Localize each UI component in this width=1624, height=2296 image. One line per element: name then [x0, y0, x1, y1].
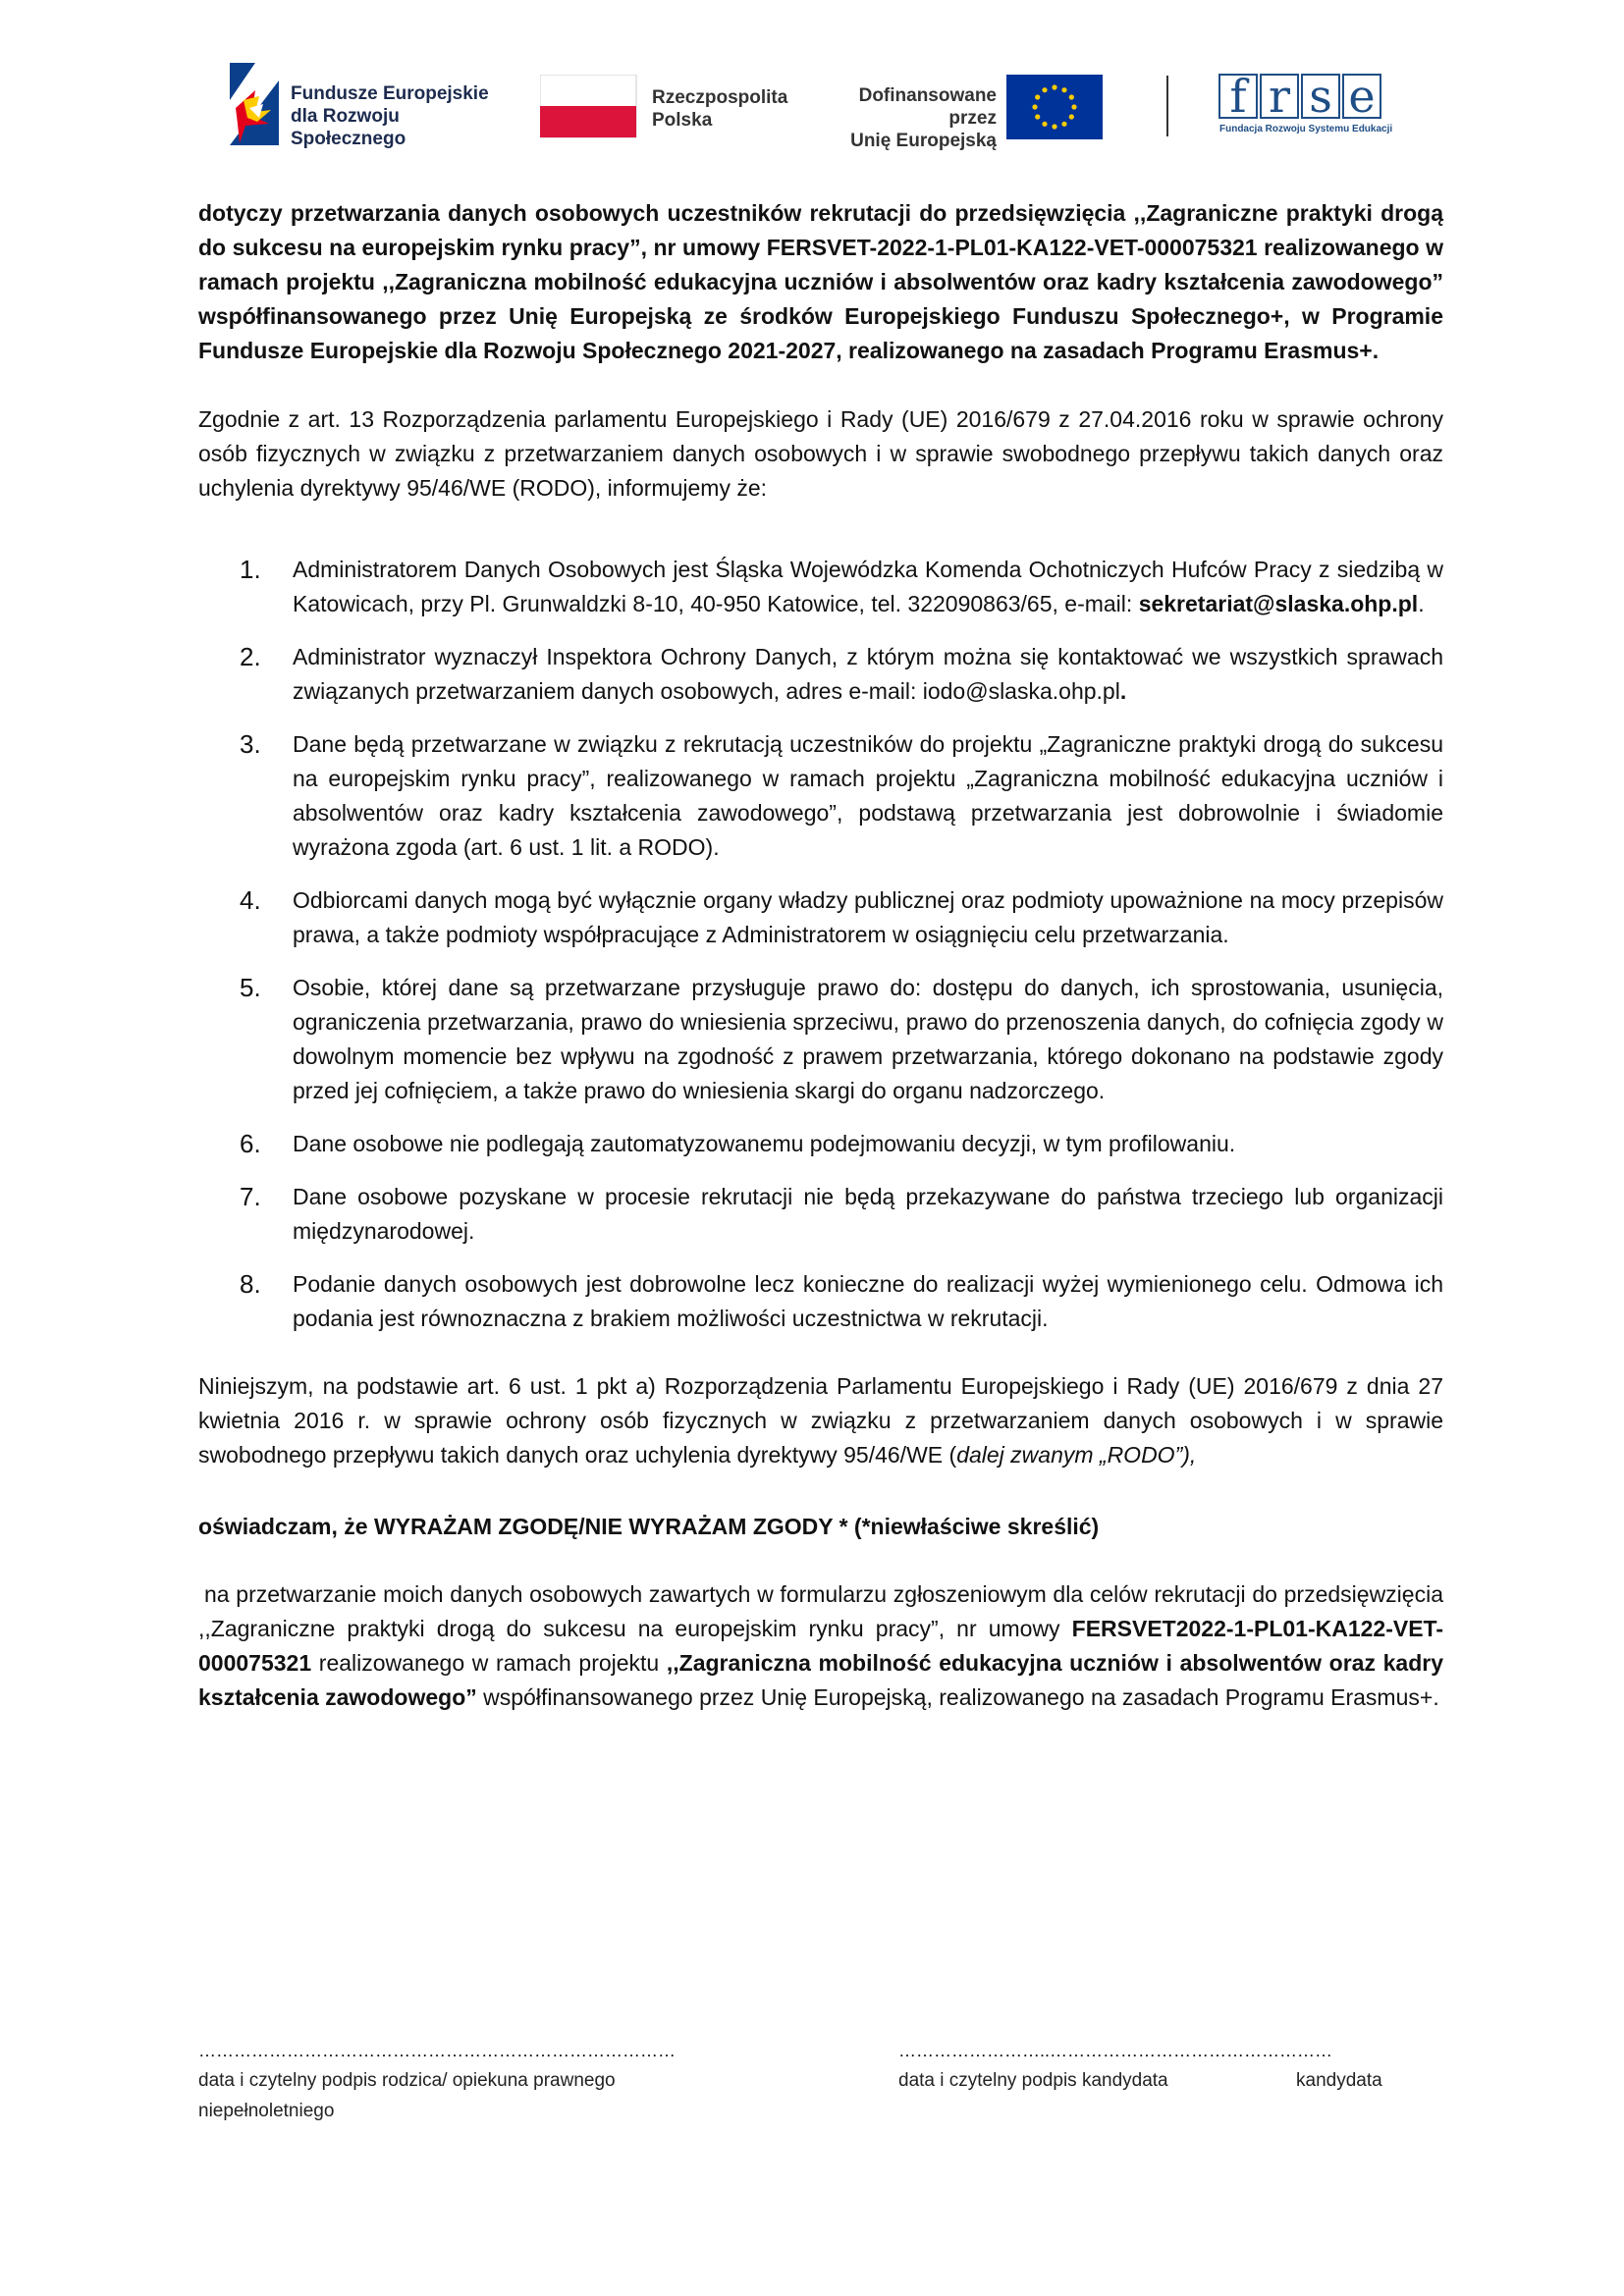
- consent-contract-number: FERSVET2022-1-PL01-KA122-VET-000075321: [198, 1616, 1443, 1676]
- list-item-number: 8.: [240, 1269, 261, 1299]
- list-item-text: Dane osobowe nie podlegają zautomatyzowanemu podejmowaniu decyzji, w tym profilowaniu.: [293, 1131, 1236, 1156]
- legal-basis-paragraph: Zgodnie z art. 13 Rozporządzenia parlamentu Europejskiego i Rady (UE) 2016/679 z 27.04.2016 roku w sprawie ochrony osób fizycznych w związku z przetwarzaniem danych osobowych i w sprawie swobodnego przepływu takich danych oraz uchylenia dyrektywy 95/46/WE (RODO), informujemy że:: [198, 406, 1443, 501]
- list-item-number: 2.: [240, 642, 261, 671]
- consent-text-1: na przetwarzanie moich danych osobowych zawartych w formularzu zgłoszeniowym dla celów rekrutacji do przedsięwzięcia ,,Zagraniczne praktyki drogą do sukcesu na europejskim rynku pracy”, nr umowy: [198, 1581, 1443, 1641]
- eu-cofinancing-logo: [810, 61, 1134, 149]
- parent-signature-line[interactable]: ………………………………………………………………………: [198, 2041, 676, 2060]
- frse-caption: Fundacja Rozwoju Systemu Edukacji: [1219, 124, 1393, 134]
- frse-letter-f: f: [1229, 70, 1247, 123]
- list-item-email: sekretariat@slaska.ohp.pl: [1138, 591, 1419, 616]
- basis-paragraph: [198, 1369, 1443, 1472]
- list-item-bold: .: [1119, 678, 1127, 704]
- list-item: [198, 1127, 1443, 1161]
- rp-logo-text: [652, 86, 787, 132]
- frse-letters-icon: [1218, 61, 1394, 124]
- list-item-number: 5.: [240, 973, 261, 1002]
- eu-line1: Dofinansowane przez: [858, 85, 997, 129]
- frse-logo: [1218, 61, 1414, 149]
- list-item: [198, 971, 1443, 1108]
- rzeczpospolita-polska-logo: [540, 61, 788, 149]
- frse-letter-e: e: [1348, 70, 1376, 123]
- list-item-text: Administratorem Danych Osobowych jest Śląska Wojewódzka Komenda Ochotniczych Hufców Pracy z siedzibą w Katowicach, przy Pl. Grunwaldzki 8-10, 40-950 Katowice, tel. 322090863/65, e-mail:: [293, 557, 1443, 616]
- basis-text: Niniejszym, na podstawie art. 6 ust. 1 pkt a) Rozporządzenia Parlamentu Europejskiego i Rady (UE) 2016/679 z dnia 27 kwietnia 2016 r. w sprawie ochrony osób fizycznych w związku z przetwarzaniem danych osobowych i w sprawie swobodnego przepływu takich danych oraz uchylenia dyrektywy 95/46/WE (: [198, 1373, 1443, 1468]
- list-item: [198, 727, 1443, 865]
- consent-project-name: ,,Zagraniczna mobilność edukacyjna uczniów i absolwentów oraz kadry kształcenia zawodowego”: [198, 1650, 1443, 1710]
- list-item-number: 1.: [240, 555, 261, 584]
- frse-letter-s: s: [1309, 70, 1332, 123]
- eu-logo-text: [810, 84, 997, 152]
- rp-line1: Rzeczpospolita: [652, 87, 788, 108]
- list-item-text: Podanie danych osobowych jest dobrowolne lecz konieczne do realizacji wyżej wymienionego celu. Odmowa ich podania jest równoznaczna z brakiem możliwości uczestnictwa w rekrutacji.: [293, 1271, 1443, 1331]
- list-item: [198, 1267, 1443, 1336]
- list-item-number: 6.: [240, 1129, 261, 1158]
- parent-signature-label: data i czytelny podpis rodzica/ opiekuna prawnego niepełnoletniego: [198, 2070, 616, 2121]
- consent-text-2: realizowanego w ramach projektu: [311, 1650, 667, 1676]
- list-item-text: Osobie, której dane są przetwarzane przysługuje prawo do: dostępu do danych, ich sprostowania, usunięcia, ograniczenia przetwarzania, prawo do wniesienia sprzeciwu, prawo do przenoszenia danych, do cofnięcia zgody w dowolnym momencie bez wpływu na zgodność z prawem przetwarzania, którego dokonano na podstawie zgody przed jej cofnięciem, a także prawo do wniesienia skargi do organu nadzorczego.: [293, 975, 1443, 1103]
- list-item-tail: .: [1418, 591, 1425, 616]
- consent-paragraph: [198, 1577, 1443, 1715]
- eu-flag-icon: [1006, 75, 1103, 139]
- fe-star-icon: [226, 61, 283, 147]
- candidate-signature-block: [898, 2036, 1409, 2096]
- information-list: [198, 553, 1443, 1336]
- list-item-text: Administrator wyznaczył Inspektora Ochrony Danych, z którym można się kontaktować we wszystkich sprawach związanych przetwarzaniem danych osobowych, adres e-mail: iodo@slaska.ohp.pl: [293, 644, 1443, 704]
- list-item-number: 7.: [240, 1182, 261, 1211]
- list-item-number: 3.: [240, 729, 261, 759]
- consent-text-3: współfinansowanego przez Unię Europejską, realizowanego na zasadach Programu Erasmus+.: [476, 1684, 1439, 1710]
- fe-logo-text: [291, 82, 511, 150]
- candidate-signature-label-2: kandydata: [1296, 2070, 1382, 2091]
- list-item-text: Odbiorcami danych mogą być wyłącznie organy władzy publicznej oraz podmioty upoważnione na mocy przepisów prawa, a także podmioty współpracujące z Administratorem w osiągnięciu celu przetwarzania.: [293, 887, 1443, 947]
- list-item: [198, 1180, 1443, 1249]
- document-body: [198, 196, 1443, 1715]
- fe-line1: Fundusze Europejskie: [291, 83, 489, 104]
- rp-line2: Polska: [652, 110, 713, 131]
- polish-flag-icon: [540, 75, 638, 139]
- fe-line2: dla Rozwoju Społecznego: [291, 106, 406, 149]
- candidate-signature-line[interactable]: ……………………..…………………………………………: [898, 2041, 1333, 2060]
- logo-separator: [1166, 76, 1168, 136]
- candidate-signature-label: data i czytelny podpis kandydata: [898, 2070, 1168, 2091]
- list-item: [198, 883, 1443, 952]
- list-item: [198, 553, 1443, 621]
- list-item-text: Dane osobowe pozyskane w procesie rekrutacji nie będą przekazywane do państwa trzeciego lub organizacji międzynarodowej.: [293, 1184, 1443, 1244]
- parent-signature-block: [198, 2036, 787, 2126]
- logo-strip: [226, 61, 1404, 149]
- fundusze-europejskie-logo: [226, 61, 511, 149]
- frse-letter-r: r: [1269, 70, 1290, 123]
- eu-line2: Unię Europejską: [850, 131, 997, 151]
- list-item: [198, 640, 1443, 709]
- intro-paragraph: dotyczy przetwarzania danych osobowych uczestników rekrutacji do przedsięwzięcia ,,Zagraniczne praktyki drogą do sukcesu na europejskim rynku pracy”, nr umowy FERSVET-2022-1-PL01-KA122-VET-000075321 realizowanego w ramach projektu ,,Zagraniczna mobilność edukacyjna uczniów i absolwentów oraz kadry kształcenia zawodowego” współfinansowanego przez Unię Europejską ze środków Europejskiego Funduszu Społecznego+, w Programie Fundusze Europejskie dla Rozwoju Społecznego 2021-2027, realizowanego na zasadach Programu Erasmus+.: [198, 200, 1443, 363]
- list-item-text: Dane będą przetwarzane w związku z rekrutacją uczestników do projektu „Zagraniczne praktyki drogą do sukcesu na europejskim rynku pracy”, realizowanego w ramach projektu „Zagraniczna mobilność edukacyjna uczniów i absolwentów oraz kadry kształcenia zawodowego”, podstawą przetwarzania jest dobrowolnie i świadomie wyrażona zgoda (art. 6 ust. 1 lit. a RODO).: [293, 731, 1443, 860]
- declaration-line: oświadczam, że WYRAŻAM ZGODĘ/NIE WYRAŻAM ZGODY * (*niewłaściwe skreślić): [198, 1514, 1100, 1539]
- basis-italic: dalej zwanym „RODO”),: [956, 1442, 1197, 1468]
- list-item-number: 4.: [240, 885, 261, 915]
